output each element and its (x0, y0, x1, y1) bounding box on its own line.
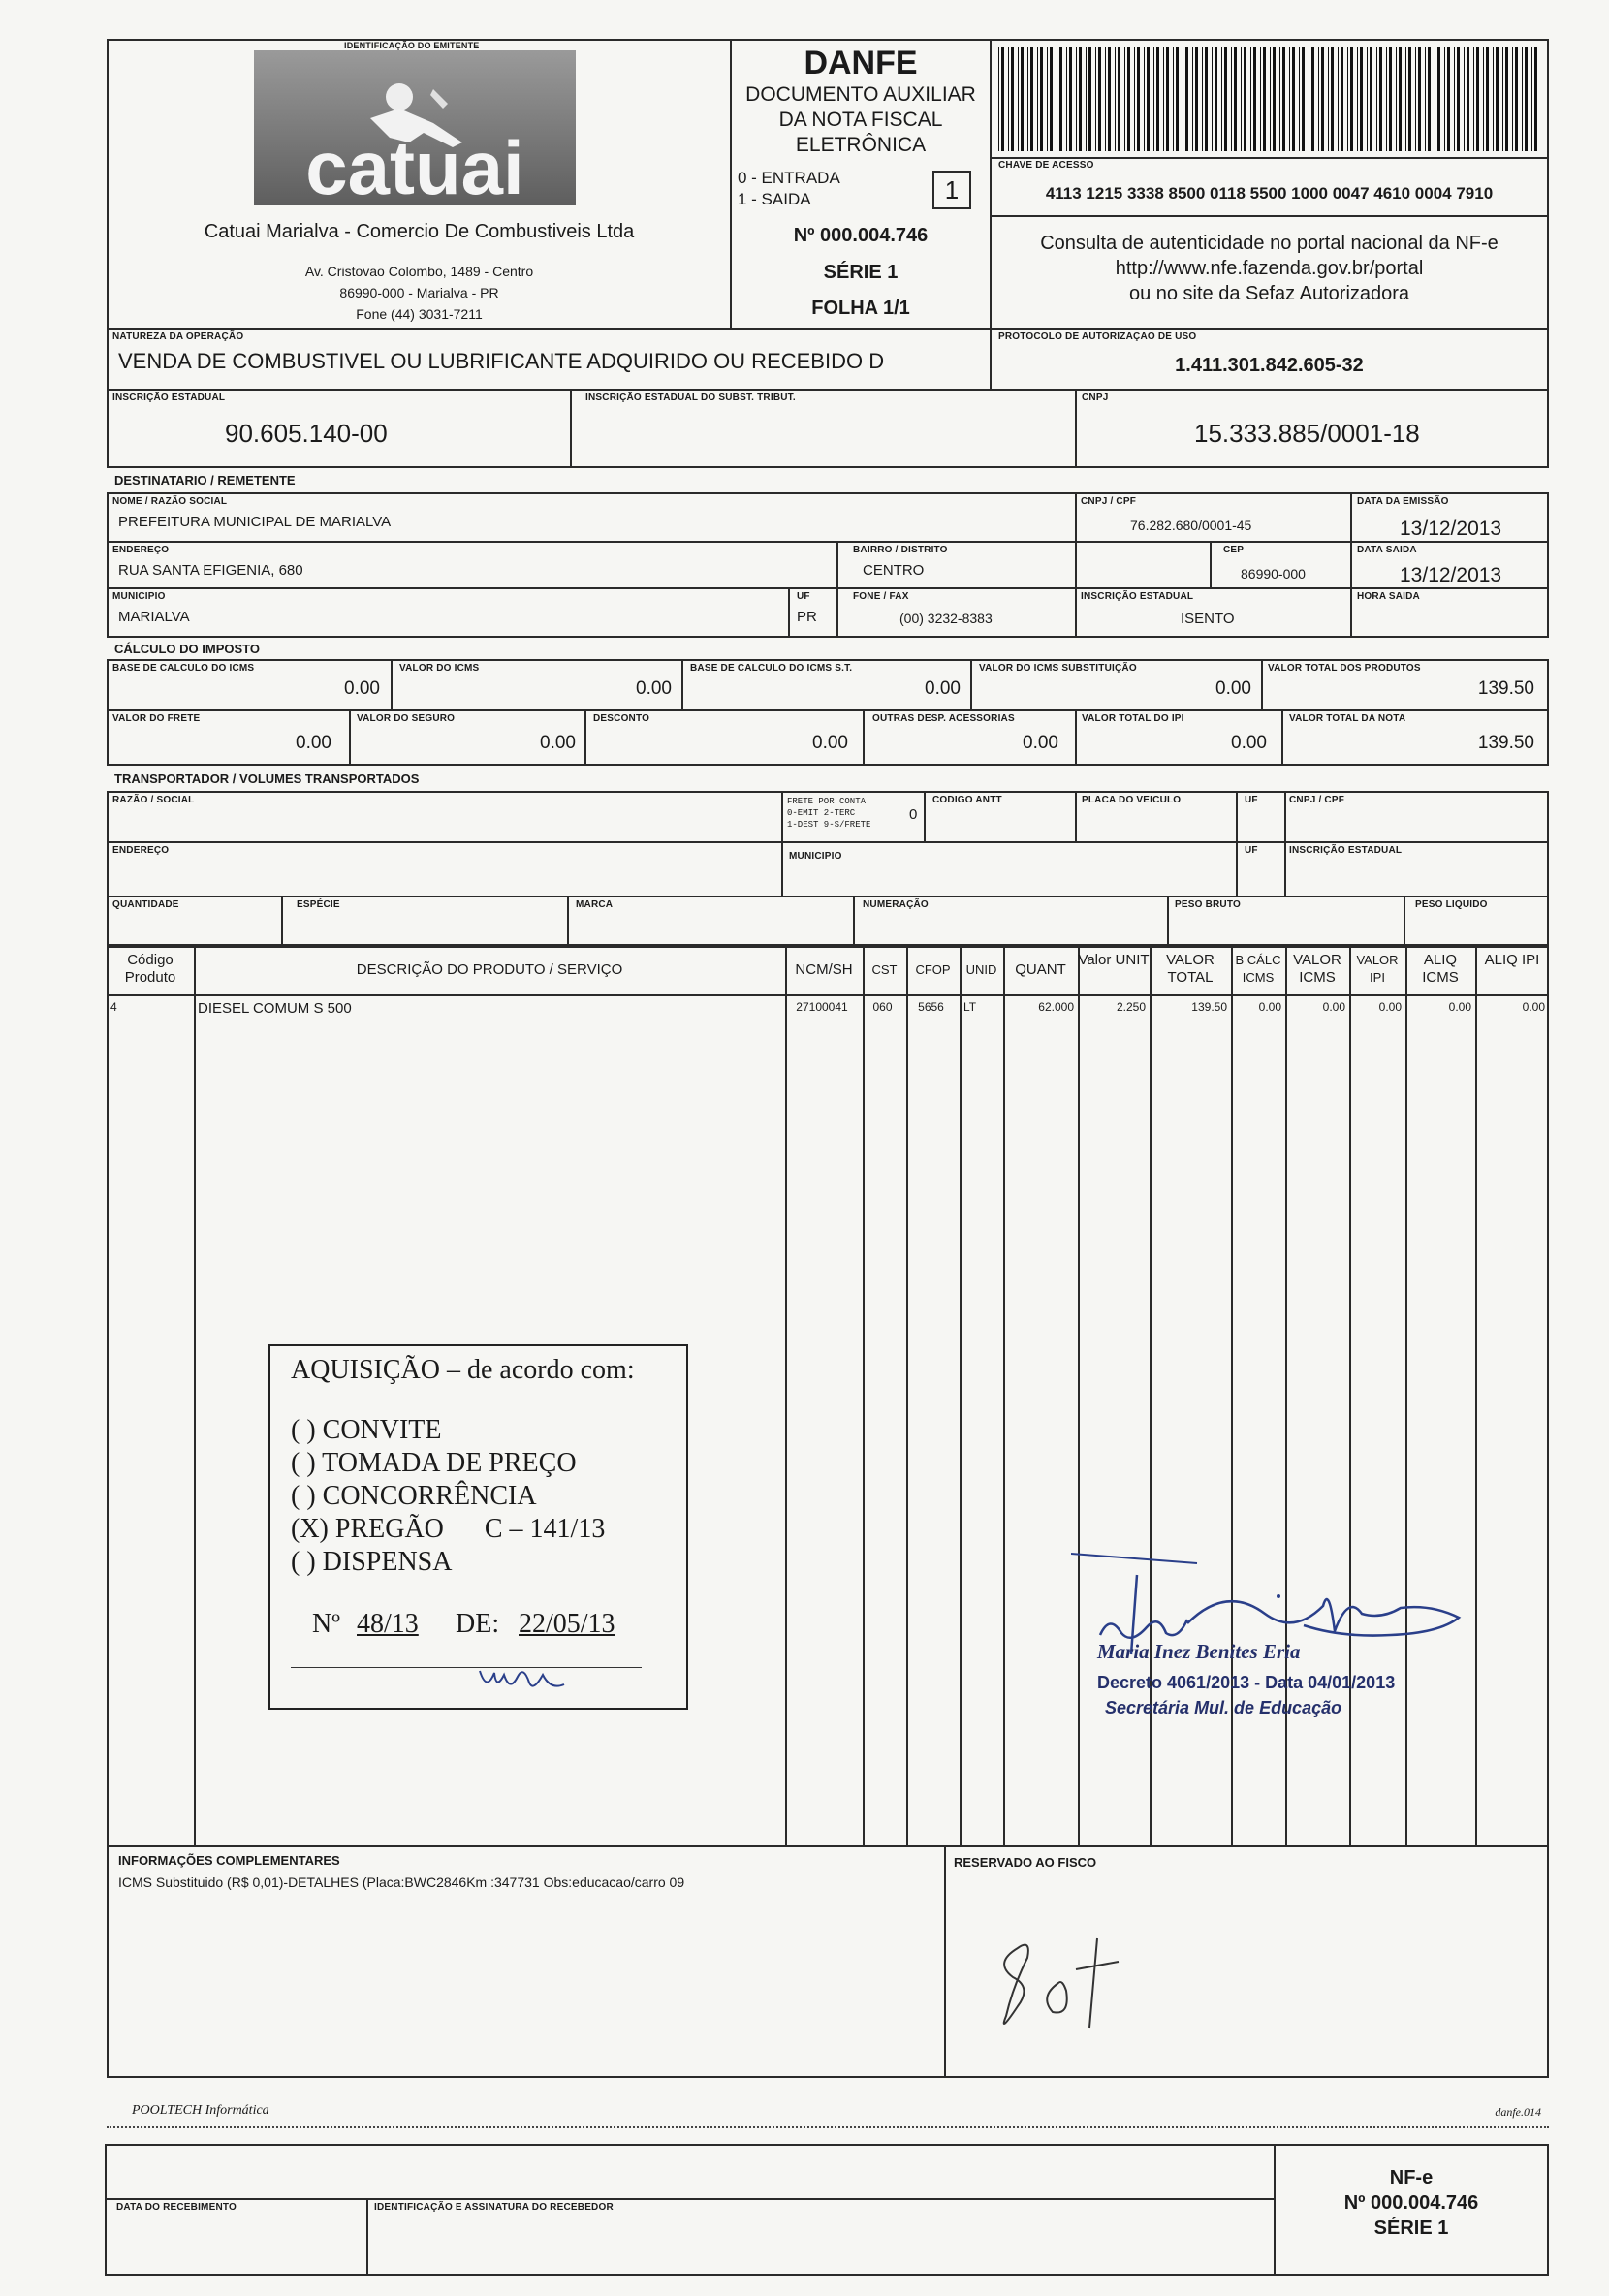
ipi: 0.00 (1231, 733, 1267, 753)
fisco-label: RESERVADO AO FISCO (954, 1855, 1097, 1870)
outras: 0.00 (1023, 733, 1058, 753)
col-header-codigo: Código Produto (124, 952, 176, 986)
signatory-cargo: Secretária Mul. de Educação (1105, 1698, 1342, 1717)
dest-nome: PREFEITURA MUNICIPAL DE MARIALVA (118, 514, 392, 530)
col-header-valor-icms: VALOR ICMS (1293, 952, 1341, 986)
col-header-cfop: CFOP (915, 962, 951, 977)
desconto: 0.00 (812, 733, 848, 753)
cell-cst: 060 (872, 1000, 893, 1014)
danfe-folha: FOLHA 1/1 (811, 298, 910, 319)
emitente-cep: 86990-000 - Marialva - PR (339, 285, 499, 300)
dest-ie-label: INSCRIÇÃO ESTADUAL (1081, 591, 1194, 602)
frete-line-2: 0-EMIT 2-TERC (787, 808, 856, 818)
peso-bruto-label: PESO BRUTO (1175, 899, 1241, 910)
stamp-num-value: 48/13 (357, 1609, 419, 1639)
ipi-label: VALOR TOTAL DO IPI (1082, 713, 1184, 724)
danfe-serie: SÉRIE 1 (823, 262, 899, 283)
logo-text: catuai (305, 125, 524, 205)
seguro-label: VALOR DO SEGURO (357, 713, 456, 724)
cell-quant: 62.000 (1038, 1000, 1074, 1014)
danfe-saida: 1 - SAIDA (738, 190, 811, 208)
dest-cnpj: 76.282.680/0001-45 (1130, 518, 1252, 533)
total-prod: 139.50 (1477, 678, 1534, 699)
peso-liquido-label: PESO LIQUIDO (1415, 899, 1488, 910)
form-code: danfe.014 (1495, 2105, 1541, 2119)
frete: 0.00 (296, 733, 331, 753)
cell-valor-ipi: 0.00 (1378, 1000, 1402, 1014)
col-header-aliq-icms: ALIQ ICMS (1422, 952, 1459, 986)
stamp-opt-concorrencia: ( ) CONCORRÊNCIA (291, 1481, 537, 1511)
chave-value: 4113 1215 3338 8500 0118 5500 1000 0047 4610 0004 7910 (1045, 184, 1494, 203)
transp-cnpj-label: CNPJ / CPF (1289, 795, 1345, 805)
canhoto-nfe: NF-e (1389, 2167, 1434, 2188)
antt-label: CODIGO ANTT (932, 795, 1002, 805)
dest-uf-label: UF (797, 591, 810, 602)
danfe-entrada: 0 - ENTRADA (738, 169, 840, 187)
col-header-valor-ipi: VALOR IPI (1356, 953, 1399, 985)
danfe-subtitle-2: DA NOTA FISCAL (778, 109, 943, 131)
danfe-subtitle-1: DOCUMENTO AUXILIAR (745, 83, 976, 106)
transp-razao-label: RAZÃO / SOCIAL (112, 795, 195, 805)
qtd-label: QUANTIDADE (112, 899, 179, 910)
canhoto-serie: SÉRIE 1 (1373, 2217, 1449, 2239)
dest-emissao-label: DATA DA EMISSÃO (1357, 496, 1449, 507)
danfe-tipo: 1 (944, 175, 960, 204)
stamp-title: AQUISIÇÃO – de acordo com: (291, 1355, 635, 1385)
info-text: ICMS Substituido (R$ 0,01)-DETALHES (Placa:BWC2846Km :347731 Obs:educacao/carro 09 (118, 1874, 685, 1890)
assinatura-recebedor-label: IDENTIFICAÇÃO E ASSINATURA DO RECEBEDOR (374, 2202, 614, 2213)
col-header-valor-unit: Valor UNIT (1078, 952, 1150, 968)
col-header-aliq-ipi: ALIQ IPI (1484, 952, 1540, 968)
software-credit: POOLTECH Informática (132, 2103, 269, 2118)
signatory-name: Maria Inez Benites Eria (1097, 1640, 1301, 1663)
stamp-initials: MR (477, 1696, 479, 1697)
recebimento-label: DATA DO RECEBIMENTO (116, 2202, 237, 2213)
transp-uf2-label: UF (1245, 845, 1258, 856)
stamp-opt-tomada: ( ) TOMADA DE PREÇO (291, 1448, 577, 1478)
frete-label: VALOR DO FRETE (112, 713, 201, 724)
consulta-2[interactable]: http://www.nfe.fazenda.gov.br/portal (1115, 258, 1424, 279)
total-nota-label: VALOR TOTAL DA NOTA (1289, 713, 1406, 724)
marca-label: MARCA (576, 899, 614, 910)
col-header-cst: CST (871, 962, 898, 977)
valor-st-label: VALOR DO ICMS SUBSTITUIÇÃO (979, 663, 1137, 674)
base-st-label: BASE DE CALCULO DO ICMS S.T. (690, 663, 853, 674)
stamp-num-label: Nº (312, 1609, 340, 1639)
protocolo-value: 1.411.301.842.605-32 (1175, 355, 1364, 376)
cnpj-value: 15.333.885/0001-18 (1194, 419, 1420, 448)
transportador-section: TRANSPORTADOR / VOLUMES TRANSPORTADOS (114, 771, 420, 786)
imposto-section: CÁLCULO DO IMPOSTO (114, 642, 260, 656)
transp-uf-label: UF (1245, 795, 1258, 805)
ie-value: 90.605.140-00 (225, 419, 388, 448)
cell-ncm: 27100041 (796, 1000, 848, 1014)
valor-st: 0.00 (1215, 678, 1251, 699)
stamp-opt-dispensa: ( ) DISPENSA (291, 1547, 453, 1577)
dest-ie: ISENTO (1181, 611, 1235, 627)
consulta-1: Consulta de autenticidade no portal nacional da NF-e (1040, 233, 1499, 254)
cell-aliq-icms: 0.00 (1448, 1000, 1471, 1014)
dest-nome-label: NOME / RAZÃO SOCIAL (112, 496, 228, 507)
col-header-unid: UNID (965, 962, 997, 977)
base-icms-label: BASE DE CALCULO DO ICMS (112, 663, 255, 674)
numeracao-label: NUMERAÇÃO (863, 899, 929, 910)
dest-municipio: MARIALVA (118, 609, 190, 625)
signatory-decreto: Decreto 4061/2013 - Data 04/01/2013 (1097, 1673, 1396, 1692)
stamp-opt-pregao: (X) PREGÃO C – 141/13 (291, 1514, 606, 1544)
barcode (998, 47, 1539, 151)
fisco-handwriting (989, 1919, 1144, 2045)
ie-label: INSCRIÇÃO ESTADUAL (112, 393, 226, 403)
chave-label: CHAVE DE ACESSO (998, 160, 1094, 171)
cell-descricao: DIESEL COMUM S 500 (198, 1000, 352, 1017)
frete-line-1: FRETE POR CONTA (787, 797, 867, 806)
info-label: INFORMAÇÕES COMPLEMENTARES (118, 1853, 340, 1868)
valor-icms-label: VALOR DO ICMS (399, 663, 480, 674)
transp-municipio-label: MUNICIPIO (789, 851, 842, 862)
dest-emissao: 13/12/2013 (1400, 518, 1502, 540)
dest-uf: PR (797, 609, 817, 625)
col-header-bc-icms: B CÁLC ICMS (1235, 953, 1281, 985)
dest-saida-label: DATA SAIDA (1357, 545, 1417, 555)
ie-st-label: INSCRIÇÃO ESTADUAL DO SUBST. TRIBUT. (585, 393, 796, 403)
seguro: 0.00 (540, 733, 576, 753)
dest-endereco: RUA SANTA EFIGENIA, 680 (118, 562, 303, 579)
base-icms: 0.00 (344, 678, 380, 699)
emitente-label: IDENTIFICAÇÃO DO EMITENTE (344, 41, 480, 50)
cell-valor-unit: 2.250 (1116, 1000, 1146, 1014)
emitente-endereco: Av. Cristovao Colombo, 1489 - Centro (304, 264, 534, 279)
protocolo-label: PROTOCOLO DE AUTORIZAÇAO DE USO (998, 331, 1197, 342)
fisco-handwriting-text: 801 (989, 2043, 991, 2044)
total-prod-label: VALOR TOTAL DOS PRODUTOS (1268, 663, 1421, 674)
stamp-de-value: 22/05/13 (519, 1609, 615, 1639)
outras-label: OUTRAS DESP. ACESSORIAS (872, 713, 1015, 724)
col-header-quant: QUANT (1015, 961, 1066, 978)
dest-cep: 86990-000 (1241, 566, 1306, 582)
placa-label: PLACA DO VEICULO (1082, 795, 1182, 805)
cell-valor-total: 139.50 (1191, 1000, 1227, 1014)
dest-hora-label: HORA SAIDA (1357, 591, 1420, 602)
danfe-subtitle-3: ELETRÔNICA (795, 134, 927, 156)
especie-label: ESPÉCIE (297, 899, 340, 910)
total-nota: 139.50 (1477, 733, 1534, 753)
stamp-de-label: DE: (456, 1609, 500, 1639)
frete-line-3: 1-DEST 9-S/FRETE (787, 820, 871, 830)
natureza-label: NATUREZA DA OPERAÇÃO (112, 331, 244, 342)
destinatario-section: DESTINATARIO / REMETENTE (114, 473, 296, 488)
danfe-numero: Nº 000.004.746 (793, 225, 929, 246)
desconto-label: DESCONTO (593, 713, 650, 724)
col-header-valor-total: VALOR TOTAL (1166, 952, 1215, 986)
stamp-opt-convite: ( ) CONVITE (291, 1415, 442, 1445)
cell-codigo: 4 (110, 1000, 117, 1014)
frete-value: 0 (909, 806, 918, 823)
dest-fone: (00) 3232-8383 (899, 611, 993, 626)
dest-cep-label: CEP (1223, 545, 1245, 555)
cell-unid: LT (963, 1000, 977, 1014)
cell-valor-icms: 0.00 (1322, 1000, 1345, 1014)
col-header-ncm: NCM/SH (795, 961, 853, 978)
cnpj-label: CNPJ (1082, 393, 1109, 403)
dest-municipio-label: MUNICIPIO (112, 591, 166, 602)
cell-cfop: 5656 (918, 1000, 944, 1014)
natureza-value: VENDA DE COMBUSTIVEL OU LUBRIFICANTE ADQUIRIDO OU RECEBIDO D (118, 349, 885, 373)
dest-fone-label: FONE / FAX (853, 591, 909, 602)
emitente-fone: Fone (44) 3031-7211 (356, 306, 483, 322)
cell-aliq-ipi: 0.00 (1522, 1000, 1545, 1014)
dest-saida: 13/12/2013 (1400, 564, 1502, 586)
dest-cnpj-label: CNPJ / CPF (1081, 496, 1137, 507)
canhoto-numero: Nº 000.004.746 (1343, 2192, 1479, 2214)
cell-bc-icms: 0.00 (1258, 1000, 1281, 1014)
transp-endereco-label: ENDEREÇO (112, 845, 170, 856)
dest-bairro: CENTRO (863, 562, 925, 579)
catuai-logo (254, 50, 576, 205)
base-st: 0.00 (925, 678, 961, 699)
valor-icms: 0.00 (636, 678, 672, 699)
danfe-title: DANFE (804, 45, 918, 81)
col-header-descricao: DESCRIÇÃO DO PRODUTO / SERVIÇO (356, 961, 623, 978)
consulta-3: ou no site da Sefaz Autorizadora (1128, 283, 1410, 304)
dest-bairro-label: BAIRRO / DISTRITO (853, 545, 948, 555)
transp-ie-label: INSCRIÇÃO ESTADUAL (1289, 845, 1403, 856)
dest-endereco-label: ENDEREÇO (112, 545, 170, 555)
stamp-initials-signature (475, 1663, 582, 1698)
emitente-razao: Catuai Marialva - Comercio De Combustiveis Ltda (204, 221, 635, 242)
